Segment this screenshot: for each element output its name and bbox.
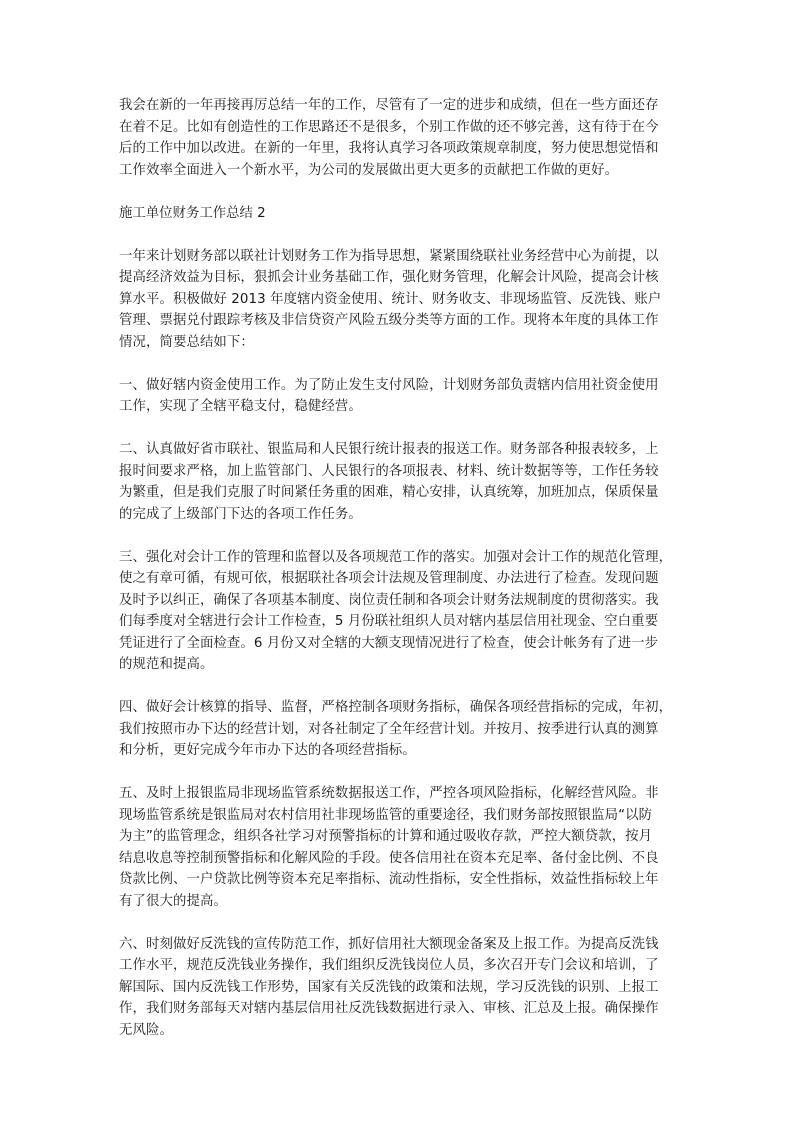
text-line: 们每季度对全辖进行会计工作检查，5 月份联社组织人员对辖内基层信用社现金、空白重要 <box>119 614 659 629</box>
text-line: 为繁重，但是我们克服了时间紧任务重的困难，精心安排，认真统筹，加班加点，保质保量 <box>119 485 659 500</box>
text-line: 管理、票据兑付跟踪考核及非信贷资产风险五级分类等方面的工作。现将本年度的具体工作 <box>119 313 659 328</box>
paragraph-gap <box>119 224 677 246</box>
text-line: 工作效率全面进入一个新水平，为公司的发展做出更大更多的贡献把工作做的更好。 <box>119 162 619 178</box>
text-line: 为主”的监管理念，组织各社学习对预警指标的计算和通过吸收存款，严控大额贷款，按月 <box>119 829 653 844</box>
text-line: 情况，简要总结如下： <box>119 334 254 350</box>
section-title: 施工单位财务工作总结 2 <box>119 205 266 221</box>
paragraph-gap <box>119 418 677 440</box>
text-line: 贷款比例、一户贷款比例等资本充足率指标、流动性指标，安全性指标，效益性指标较上年 <box>119 872 659 887</box>
text-line: 在着不足。比如有创造性的工作思路还不是很多，个别工作做的还不够完善，这有待于在今 <box>119 119 659 135</box>
text-line: 现场监管系统是银监局对农村信用社非现场监管的重要途径，我们财务部按照银监局“以防 <box>119 807 653 823</box>
item-3-paragraph <box>119 547 677 676</box>
text-line: 作，我们财务部每天对辖内基层信用社反洗钱数据进行录入、审核、汇总及上报。确保操作 <box>119 1001 659 1016</box>
text-line: 的完成了上级部门下达的各项工作任务。 <box>119 506 362 522</box>
item-1-paragraph <box>119 375 677 418</box>
paragraph-gap <box>119 912 677 934</box>
text-line: 我们按照市办下达的经营计划，对各社制定了全年经营计划。并按月、按季进行认真的测算 <box>119 721 659 737</box>
paragraph-gap <box>119 525 677 547</box>
text-line: 三、强化对会计工作的管理和监督以及各项规范工作的落实。加强对会计工作的规范化管理， <box>119 549 673 565</box>
text-line: 和分析，更好完成今年市办下达的各项经营指标。 <box>119 743 416 758</box>
text-line: 提高经济效益为目标，狠抓会计业务基础工作，强化财务管理，化解会计风险，提高会计核 <box>119 270 659 285</box>
text-line: 一、做好辖内资金使用工作。为了防止发生支付风险，计划财务部负责辖内信用社资金使用 <box>119 377 659 393</box>
text-line: 及时予以纠正，确保了各项基本制度、岗位责任制和各项会计财务法规制度的贯彻落实。我 <box>119 592 659 608</box>
text-line: 工作，实现了全辖平稳支付，稳健经营。 <box>119 399 362 414</box>
text-line: 使之有章可循，有规可依，根据联社各项会计法规及管理制度、办法进行了检查。发现问题 <box>119 571 659 586</box>
text-line: 四、做好会计核算的指导、监督，严格控制各项财务指标，确保各项经营指标的完成，年初， <box>119 700 673 715</box>
text-line: 一年来计划财务部以联社计划财务工作为指导思想，紧紧围绕联社业务经营中心为前提，以 <box>119 248 659 264</box>
text-line: 无风险。 <box>119 1022 173 1038</box>
paragraph-gap <box>119 181 677 203</box>
intro-paragraph <box>119 95 677 181</box>
item-4-paragraph <box>119 697 677 762</box>
text-line: 有了很大的提高。 <box>119 893 227 909</box>
paragraph-gap <box>119 762 677 784</box>
text-line: 工作水平，规范反洗钱业务操作，我们组织反洗钱岗位人员，多次召开专门会议和培训，了 <box>119 958 659 973</box>
item-5-paragraph <box>119 783 677 912</box>
text-line: 后的工作中加以改进。在新的一年里，我将认真学习各项政策规章制度，努力使思想觉悟和 <box>119 141 659 156</box>
text-line: 我会在新的一年再接再厉总结一年的工作，尽管有了一定的进步和成绩，但在一些方面还存 <box>119 98 659 113</box>
text-line: 解国际、国内反洗钱工作形势，国家有关反洗钱的政策和法规，学习反洗钱的识别、上报工 <box>119 979 659 995</box>
item-2-paragraph <box>119 439 677 525</box>
text-line: 二、认真做好省市联社、银监局和人民银行统计报表的报送工作。财务部各种报表较多，上 <box>119 442 659 457</box>
text-line: 报时间要求严格，加上监管部门、人民银行的各项报表、材料、统计数据等等，工作任务较 <box>119 463 659 479</box>
summary-paragraph <box>119 246 677 354</box>
text-line: 算水平。积极做好 2013 年度辖内资金使用、统计、财务收支、非现场监管、反洗钱、账户 <box>119 291 662 307</box>
item-6-paragraph <box>119 934 677 1042</box>
paragraph-gap <box>119 353 677 375</box>
paragraph-gap <box>119 676 677 698</box>
text-line: 的规范和提高。 <box>119 657 214 672</box>
text-line: 结息收息等控制预警指标和化解风险的手段。使各信用社在资本充足率、备付金比例、不良 <box>119 850 659 866</box>
text-line: 六、时刻做好反洗钱的宣传防范工作，抓好信用社大额现金备案及上报工作。为提高反洗钱 <box>119 936 659 952</box>
document-page <box>119 95 677 1041</box>
text-line: 五、及时上报银监局非现场监管系统数据报送工作，严控各项风险指标，化解经营风险。非 <box>119 786 659 801</box>
text-line: 凭证进行了全面检查。6 月份又对全辖的大额支现情况进行了检查，使会计帐务有了进一步 <box>119 635 659 651</box>
